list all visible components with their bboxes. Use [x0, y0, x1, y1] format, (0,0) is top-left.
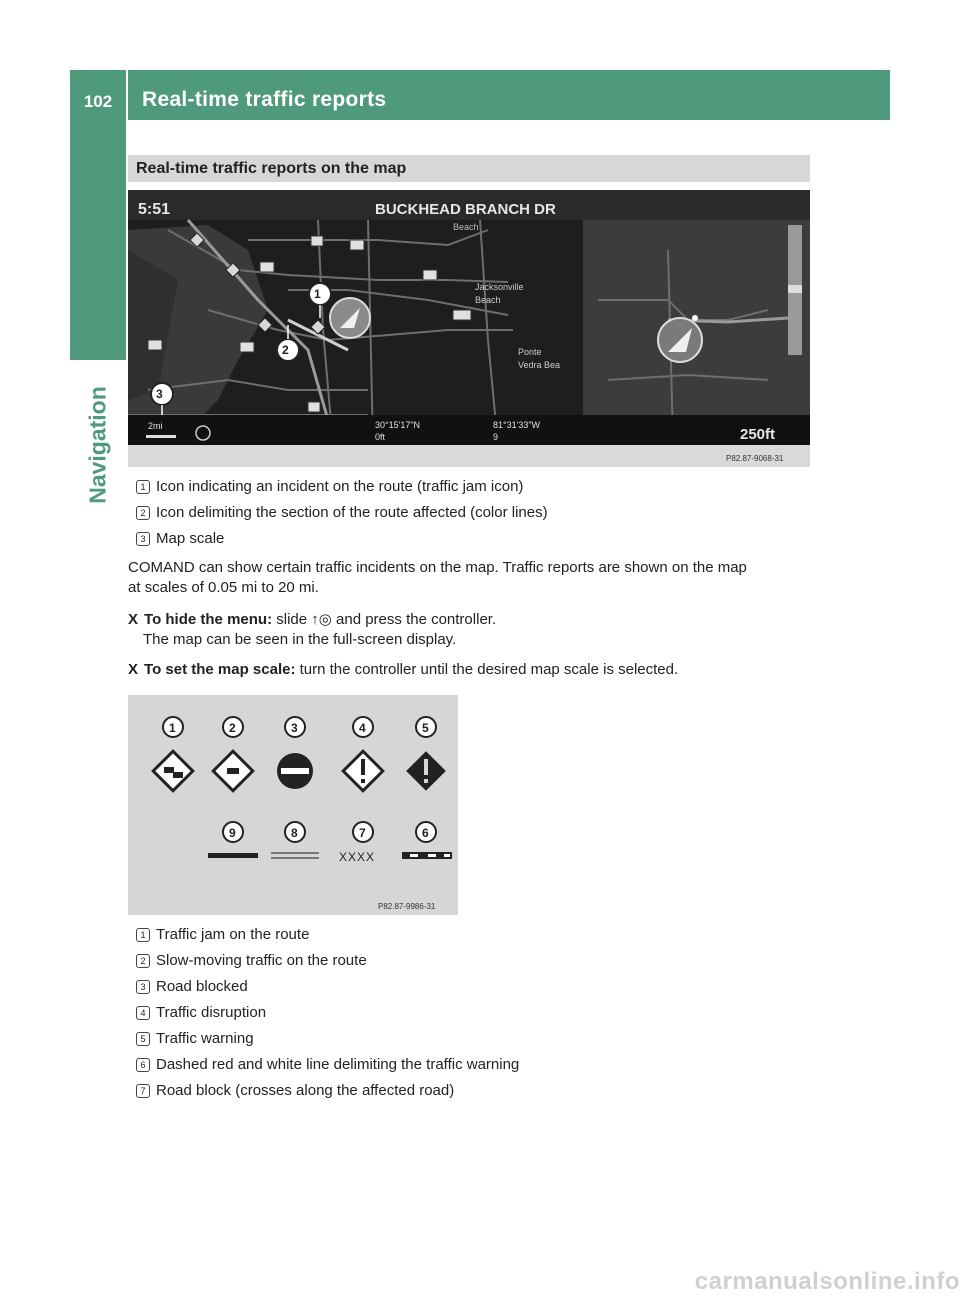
map-satellites: 9: [493, 432, 499, 442]
map-longitude: 81°31'33"W: [493, 420, 541, 430]
side-tab-label: Navigation: [84, 386, 111, 504]
icon-legend-item-2: 2 Slow-moving traffic on the route: [136, 952, 367, 969]
icon-number-9: 9: [229, 826, 236, 840]
crosses-icon: XXXX: [339, 850, 376, 864]
map-place-vedra: Vedra Bea: [518, 360, 561, 370]
icon-number-7: 7: [359, 826, 366, 840]
map-place-beach: Beach: [453, 222, 479, 232]
map-time: 5:51: [138, 201, 171, 218]
step-hide-menu: X To hide the menu: slide ↑◎ and press the controller. The map can be seen in the full-screen display.: [128, 611, 497, 648]
map-place-ponte: Ponte: [518, 347, 542, 357]
icon-number-3: 3: [291, 721, 298, 735]
footer-watermark-url: carmanualsonline.info: [694, 1268, 960, 1295]
map-street-name: BUCKHEAD BRANCH DR: [375, 201, 556, 218]
icon-number-1: 1: [169, 721, 176, 735]
map-callout-2: 2: [282, 343, 289, 357]
icon-legend-item-4: 4 Traffic disruption: [136, 1004, 266, 1021]
traffic-icons-figure: [128, 695, 458, 915]
solid-line-icon: [208, 853, 258, 858]
navigation-map-figure: [128, 190, 810, 467]
intro-paragraph: COMAND can show certain traffic incidents on the map. Traffic reports are shown on the map at scales of 0.05 mi to 20 mi.: [128, 559, 747, 596]
map-legend-item-1: 1 Icon indicating an incident on the route (traffic jam icon): [136, 478, 523, 495]
map-altitude: 0ft: [375, 432, 386, 442]
page-number: 102: [83, 92, 113, 111]
map-figure-code: P82.87-9068-31: [726, 454, 784, 463]
icon-number-4: 4: [359, 721, 366, 735]
map-scale-right: 250ft: [740, 426, 776, 443]
side-tab: [70, 120, 126, 360]
map-place-beach-2: Beach: [475, 295, 501, 305]
map-legend-item-3: 3 Map scale: [136, 530, 224, 547]
icon-legend-item-7: 7 Road block (crosses along the affected road): [136, 1082, 454, 1099]
map-callout-1: 1: [314, 287, 321, 301]
map-callout-3: 3: [156, 387, 163, 401]
road-blocked-icon: [277, 753, 313, 789]
map-scale-left: 2mi: [148, 421, 163, 431]
icon-legend-item-5: 5 Traffic warning: [136, 1030, 254, 1047]
icon-legend-item-3: 3 Road blocked: [136, 978, 248, 995]
icon-number-8: 8: [291, 826, 298, 840]
map-latitude: 30°15'17"N: [375, 420, 421, 430]
map-place-jacksonville: Jacksonville: [475, 282, 524, 292]
icons-figure-code: P82.87-9986-31: [378, 902, 436, 911]
icon-number-6: 6: [422, 826, 429, 840]
icon-legend-item-1: 1 Traffic jam on the route: [136, 926, 309, 943]
section-heading: Real-time traffic reports on the map: [136, 160, 407, 177]
step-set-map-scale: X To set the map scale: turn the controller until the desired map scale is selected.: [128, 661, 679, 678]
header-title: Real-time traffic reports: [142, 88, 387, 111]
icon-legend-item-6: 6 Dashed red and white line delimiting the traffic warning: [136, 1056, 519, 1073]
icon-number-2: 2: [229, 721, 236, 735]
icon-number-5: 5: [422, 721, 429, 735]
map-legend-item-2: 2 Icon delimiting the section of the route affected (color lines): [136, 504, 548, 521]
dashed-line-icon: [402, 852, 452, 859]
